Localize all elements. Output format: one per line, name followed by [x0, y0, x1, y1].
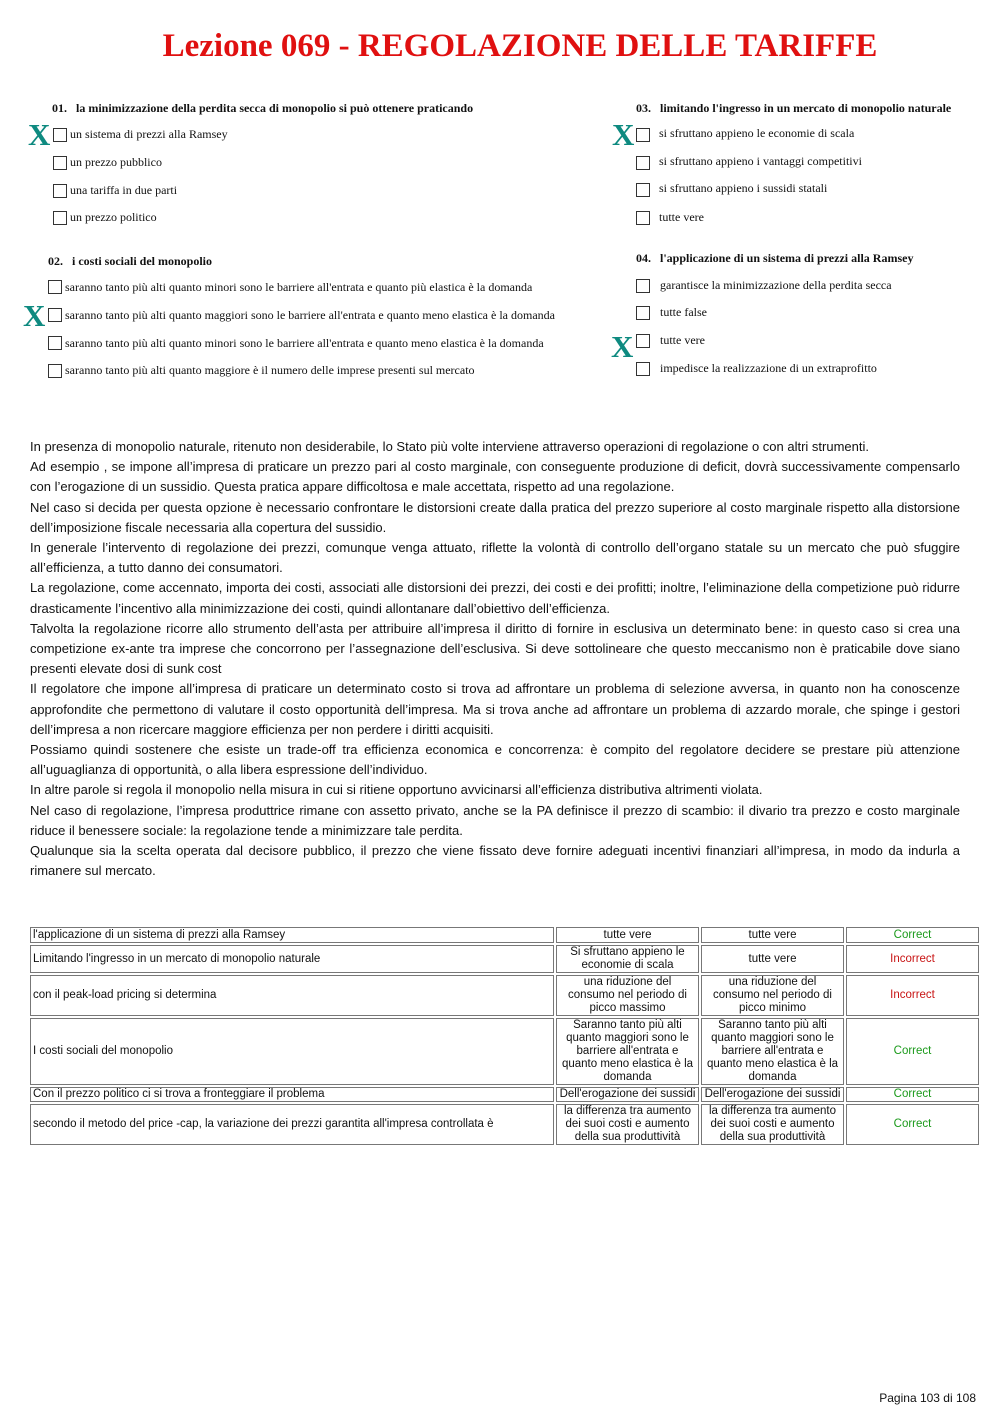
- status-cell: Correct: [846, 1087, 979, 1102]
- table-row: [30, 975, 979, 1016]
- table-row: [30, 1018, 979, 1085]
- expected-answer-cell: Dell'erogazione dei sussidi: [701, 1087, 844, 1102]
- question-text: la minimizzazione della perdita secca di monopolio si può ottenere praticando: [76, 101, 474, 115]
- answer-mark: X: [23, 298, 46, 333]
- option-label: saranno tanto più alti quanto minori sono le barriere all'entrata e quanto più elastica è la domanda: [65, 280, 533, 294]
- paragraph: Possiamo quindi sostenere che esiste un trade-off tra efficienza economica e concorrenza: è compito del regolatore decidere se prestare più attenzione all’uguaglianza di opportunità, o alla libera espressione dell’individuo.: [30, 742, 960, 778]
- lesson-text: [30, 437, 960, 881]
- paragraph: In generale l’intervento di regolazione dei prezzi, comunque venga attuato, riflette la volontà di controllo dell’organo statale su un mercato che può sfuggire all’efficienza, a tutto danno dei consumatori.: [30, 540, 960, 576]
- expected-answer-cell: tutte vere: [701, 945, 844, 973]
- option-checkbox[interactable]: [636, 156, 650, 170]
- option-checkbox[interactable]: [636, 334, 650, 348]
- question-cell: l'applicazione di un sistema di prezzi alla Ramsey: [30, 927, 554, 943]
- option-checkbox[interactable]: [53, 211, 67, 225]
- option-label: un sistema di prezzi alla Ramsey: [70, 127, 228, 141]
- question-number: 04.: [636, 251, 651, 265]
- option-checkbox[interactable]: [48, 280, 62, 294]
- option-label: tutte vere: [659, 210, 704, 224]
- answer-mark: X: [28, 117, 51, 152]
- paragraph: La regolazione, come accennato, importa dei costi, associati alle distorsioni dei prezzi, dei costi e dei profitti; inoltre, l’eliminazione della competizione può ridurre drasticamente l’incentivo alla minimizzazione dei costi, quindi allontanare dall’obiettivo dell’efficienza.: [30, 580, 960, 616]
- option-checkbox[interactable]: [636, 128, 650, 142]
- question-cell: Con il prezzo politico ci si trova a fronteggiare il problema: [30, 1087, 554, 1102]
- option-checkbox[interactable]: [636, 211, 650, 225]
- option-checkbox[interactable]: [636, 279, 650, 293]
- status-cell: Incorrect: [846, 975, 979, 1016]
- answer-mark: X: [611, 329, 634, 364]
- option-label: si sfruttano appieno i sussidi statali: [659, 181, 828, 195]
- status-cell: Correct: [846, 927, 979, 943]
- question-header: [52, 101, 473, 116]
- option-checkbox[interactable]: [636, 362, 650, 376]
- expected-answer-cell: Saranno tanto più alti quanto maggiori sono le barriere all'entrata e quanto meno elastica è la domanda: [701, 1018, 844, 1085]
- option-checkbox[interactable]: [48, 308, 62, 322]
- question-cell: con il peak-load pricing si determina: [30, 975, 554, 1016]
- question-text: limitando l'ingresso in un mercato di monopolio naturale: [660, 101, 952, 115]
- given-answer-cell: una riduzione del consumo nel periodo di picco massimo: [556, 975, 699, 1016]
- question-text: l'applicazione di un sistema di prezzi alla Ramsey: [660, 251, 914, 265]
- option-label: impedisce la realizzazione di un extraprofitto: [660, 361, 877, 375]
- option-checkbox[interactable]: [636, 306, 650, 320]
- question-cell: Limitando l'ingresso in un mercato di monopolio naturale: [30, 945, 554, 973]
- question-header: [636, 251, 913, 266]
- table-row: [30, 1104, 979, 1145]
- given-answer-cell: la differenza tra aumento dei suoi costi e aumento della sua produttività: [556, 1104, 699, 1145]
- paragraph: Ad esempio , se impone all’impresa di praticare un prezzo pari al costo marginale, con conseguente produzione di deficit, dovrà successivamente compensarlo con l’erogazione di un sussidio. Questa pratica appare difficoltosa e male accettata, rispetto ad una regolazione.: [30, 459, 960, 495]
- option-label: un prezzo pubblico: [70, 155, 162, 169]
- given-answer-cell: Dell'erogazione dei sussidi: [556, 1087, 699, 1102]
- option-label: saranno tanto più alti quanto maggiori sono le barriere all'entrata e quanto meno elastica è la domanda: [65, 308, 555, 322]
- option-checkbox[interactable]: [48, 364, 62, 378]
- question-number: 03.: [636, 101, 651, 115]
- paragraph: In altre parole si regola il monopolio nella misura in cui si ritiene opportuno avvicinarsi all’efficienza distributiva altrimenti violata.: [30, 782, 763, 798]
- option-label: saranno tanto più alti quanto maggiore è il numero delle imprese presenti sul mercato: [65, 363, 475, 377]
- answer-mark: X: [612, 117, 635, 152]
- option-checkbox[interactable]: [53, 128, 67, 142]
- option-label: una tariffa in due parti: [70, 183, 178, 197]
- question-header: [636, 101, 951, 116]
- table-row: [30, 927, 979, 943]
- option-label: si sfruttano appieno le economie di scala: [659, 126, 855, 140]
- status-cell: Incorrect: [846, 945, 979, 973]
- paragraph: In presenza di monopolio naturale, ritenuto non desiderabile, lo Stato più volte interviene attraverso operazioni di regolazione o con altri strumenti.: [30, 439, 869, 454]
- option-label: un prezzo politico: [70, 210, 157, 224]
- expected-answer-cell: tutte vere: [701, 927, 844, 943]
- option-label: si sfruttano appieno i vantaggi competitivi: [659, 154, 862, 168]
- page-title: Lezione 069 - REGOLAZIONE DELLE TARIFFE: [162, 28, 878, 64]
- page-number: Pagina 103 di 108: [879, 1391, 976, 1405]
- paragraph: Nel caso si decida per questa opzione è necessario confrontare le distorsioni create dalla pratica del prezzo superiore al costo marginale rispetto alla distorsione dell’imposizione fiscale necessaria alla copertura del sussidio.: [30, 499, 960, 535]
- option-label: saranno tanto più alti quanto minori sono le barriere all'entrata e quanto meno elastica è la domanda: [65, 336, 544, 350]
- option-label: garantisce la minimizzazione della perdita secca: [660, 278, 892, 292]
- option-checkbox[interactable]: [53, 156, 67, 170]
- status-cell: Correct: [846, 1018, 979, 1085]
- results-table: [28, 925, 981, 1147]
- paragraph: Nel caso di regolazione, l’impresa produttrice rimane con assetto privato, anche se la PA definisce il prezzo di scambio: il divario tra prezzo e costo marginale riduce il benessere sociale: la regolazione tende a minimizzare tale perdita.: [30, 802, 960, 838]
- option-label: tutte vere: [660, 333, 705, 347]
- paragraph: Qualunque sia la scelta operata dal decisore pubblico, il prezzo che viene fissato deve fornire adeguati incentivi finanziari all’impresa, in modo da indurla a rimanere sul mercato.: [30, 843, 960, 879]
- expected-answer-cell: una riduzione del consumo nel periodo di picco minimo: [701, 975, 844, 1016]
- option-checkbox[interactable]: [53, 184, 67, 198]
- question-number: 01.: [52, 101, 67, 115]
- paragraph: Il regolatore che impone all’impresa di praticare un determinato costo si trova ad affrontare un problema di selezione avversa, in quanto non ha conoscenze approfondite che permettono di valutare il costo opportunità dell’impresa. Ma si trova anche ad affrontare un problema di azzardo morale, che spinge i gestori dell’impresa a non ricercare maggiore efficienza per non perdere i diritti acquisiti.: [30, 681, 960, 737]
- question-text: i costi sociali del monopolio: [72, 254, 213, 268]
- paragraph: Talvolta la regolazione ricorre allo strumento dell’asta per attribuire all’impresa il diritto di fornire in esclusiva un determinato bene: in questo caso si crea una competizione ex-ante tra imprese che concorrono per l’assegnazione dell’esclusiva. Si deve sottolineare che questo meccanismo non è praticabile dove siano presenti elevate dosi di sunk cost: [30, 620, 960, 677]
- option-label: tutte false: [660, 305, 707, 319]
- given-answer-cell: tutte vere: [556, 927, 699, 943]
- expected-answer-cell: la differenza tra aumento dei suoi costi e aumento della sua produttività: [701, 1104, 844, 1145]
- question-number: 02.: [48, 254, 63, 268]
- question-cell: secondo il metodo del price -cap, la variazione dei prezzi garantita all'impresa controllata è: [30, 1104, 554, 1145]
- status-cell: Correct: [846, 1104, 979, 1145]
- question-header: [48, 254, 212, 269]
- table-row: [30, 945, 979, 973]
- table-row: [30, 1087, 979, 1102]
- given-answer-cell: Saranno tanto più alti quanto maggiori sono le barriere all'entrata e quanto meno elastica è la domanda: [556, 1018, 699, 1085]
- option-checkbox[interactable]: [636, 183, 650, 197]
- option-checkbox[interactable]: [48, 336, 62, 350]
- given-answer-cell: Si sfruttano appieno le economie di scala: [556, 945, 699, 973]
- question-cell: I costi sociali del monopolio: [30, 1018, 554, 1085]
